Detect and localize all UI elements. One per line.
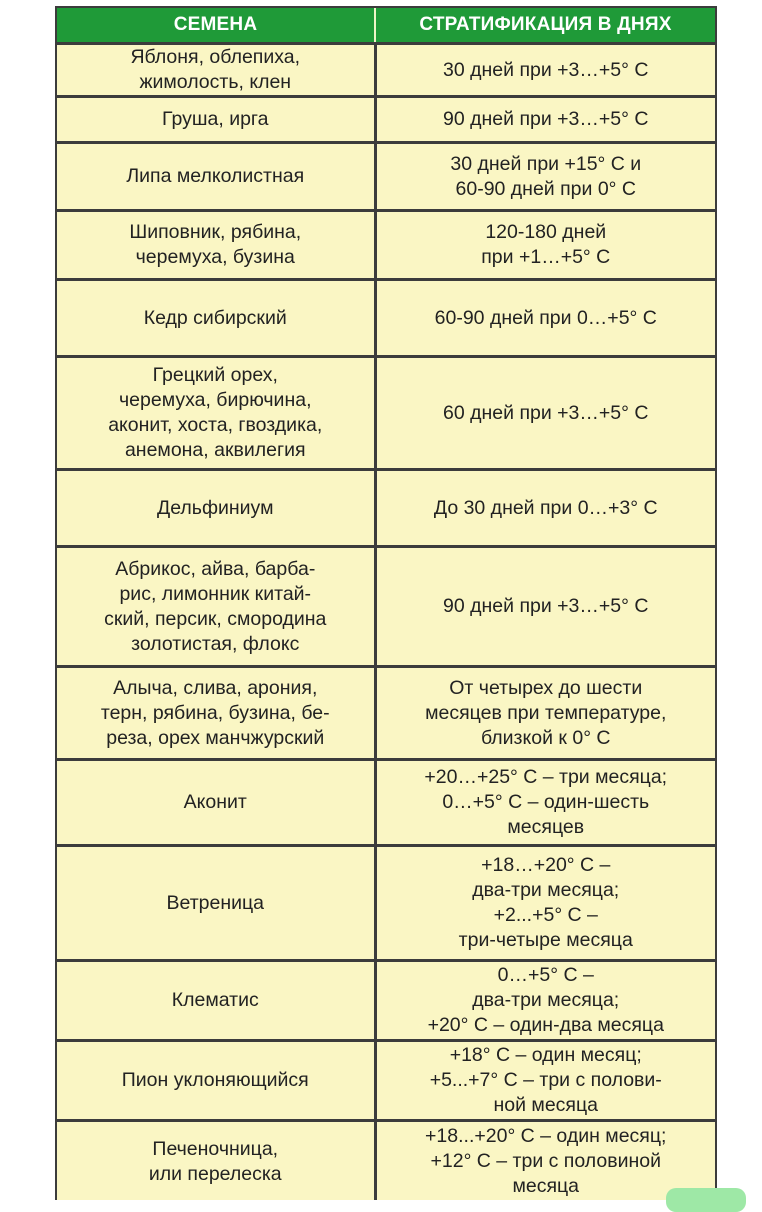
header-seeds: СЕМЕНА — [57, 8, 375, 44]
table-row — [57, 44, 715, 97]
seed-cell: Шиповник, рябина, черемуха, бузина — [57, 211, 375, 280]
seed-cell: Грецкий орех, черемуха, бирючина, аконит, хоста, гвоздика, анемона, аквилегия — [57, 357, 375, 470]
seed-cell: Абрикос, айва, барба- рис, лимонник китай- ский, персик, смородина золотистая, флокс — [57, 547, 375, 667]
table-row — [57, 667, 715, 760]
stratification-cell: 90 дней при +3…+5° С — [375, 547, 715, 667]
stratification-cell: +18...+20° С – один месяц; +12° С – три с половиной месяца — [375, 1121, 715, 1201]
stratification-cell: +18…+20° С – два-три месяца; +2...+5° С – три-четыре месяца — [375, 846, 715, 961]
seed-cell: Аконит — [57, 760, 375, 846]
stratification-grid — [57, 8, 715, 1200]
table-row — [57, 143, 715, 211]
seed-cell: Кедр сибирский — [57, 280, 375, 357]
seed-cell: Клематис — [57, 961, 375, 1041]
header-row — [57, 8, 715, 44]
stratification-cell: 30 дней при +15° С и 60-90 дней при 0° С — [375, 143, 715, 211]
table-row — [57, 280, 715, 357]
seed-cell: Яблоня, облепиха, жимолость, клен — [57, 44, 375, 97]
header-stratification: СТРАТИФИКАЦИЯ В ДНЯХ — [375, 8, 715, 44]
table-row — [57, 760, 715, 846]
seed-cell: Алыча, слива, арония, терн, рябина, бузина, бе- реза, орех манчжурский — [57, 667, 375, 760]
stratification-cell: До 30 дней при 0…+3° С — [375, 470, 715, 547]
stratification-table — [55, 6, 717, 1200]
stratification-cell: 60-90 дней при 0…+5° С — [375, 280, 715, 357]
table-row — [57, 357, 715, 470]
stratification-cell: +18° С – один месяц; +5...+7° С – три с полови- ной месяца — [375, 1041, 715, 1121]
table-row — [57, 211, 715, 280]
table-row — [57, 961, 715, 1041]
stratification-cell: +20…+25° С – три месяца; 0…+5° С – один-шесть месяцев — [375, 760, 715, 846]
stratification-cell: 60 дней при +3…+5° С — [375, 357, 715, 470]
seed-cell: Пион уклоняющийся — [57, 1041, 375, 1121]
table-row — [57, 547, 715, 667]
stratification-cell: 0…+5° С – два-три месяца; +20° С – один-два месяца — [375, 961, 715, 1041]
stratification-cell: От четырех до шести месяцев при температуре, близкой к 0° С — [375, 667, 715, 760]
table-row — [57, 846, 715, 961]
seed-cell: Груша, ирга — [57, 97, 375, 143]
stratification-cell: 90 дней при +3…+5° С — [375, 97, 715, 143]
seed-cell: Ветреница — [57, 846, 375, 961]
table-row — [57, 97, 715, 143]
scroll-to-top-button[interactable] — [666, 1188, 746, 1212]
table-row — [57, 1121, 715, 1201]
stratification-cell: 120-180 дней при +1…+5° С — [375, 211, 715, 280]
table-row — [57, 1041, 715, 1121]
table-row — [57, 470, 715, 547]
seed-cell: Печеночница, или перелеска — [57, 1121, 375, 1201]
stratification-cell: 30 дней при +3…+5° С — [375, 44, 715, 97]
seed-cell: Дельфиниум — [57, 470, 375, 547]
seed-cell: Липа мелколистная — [57, 143, 375, 211]
